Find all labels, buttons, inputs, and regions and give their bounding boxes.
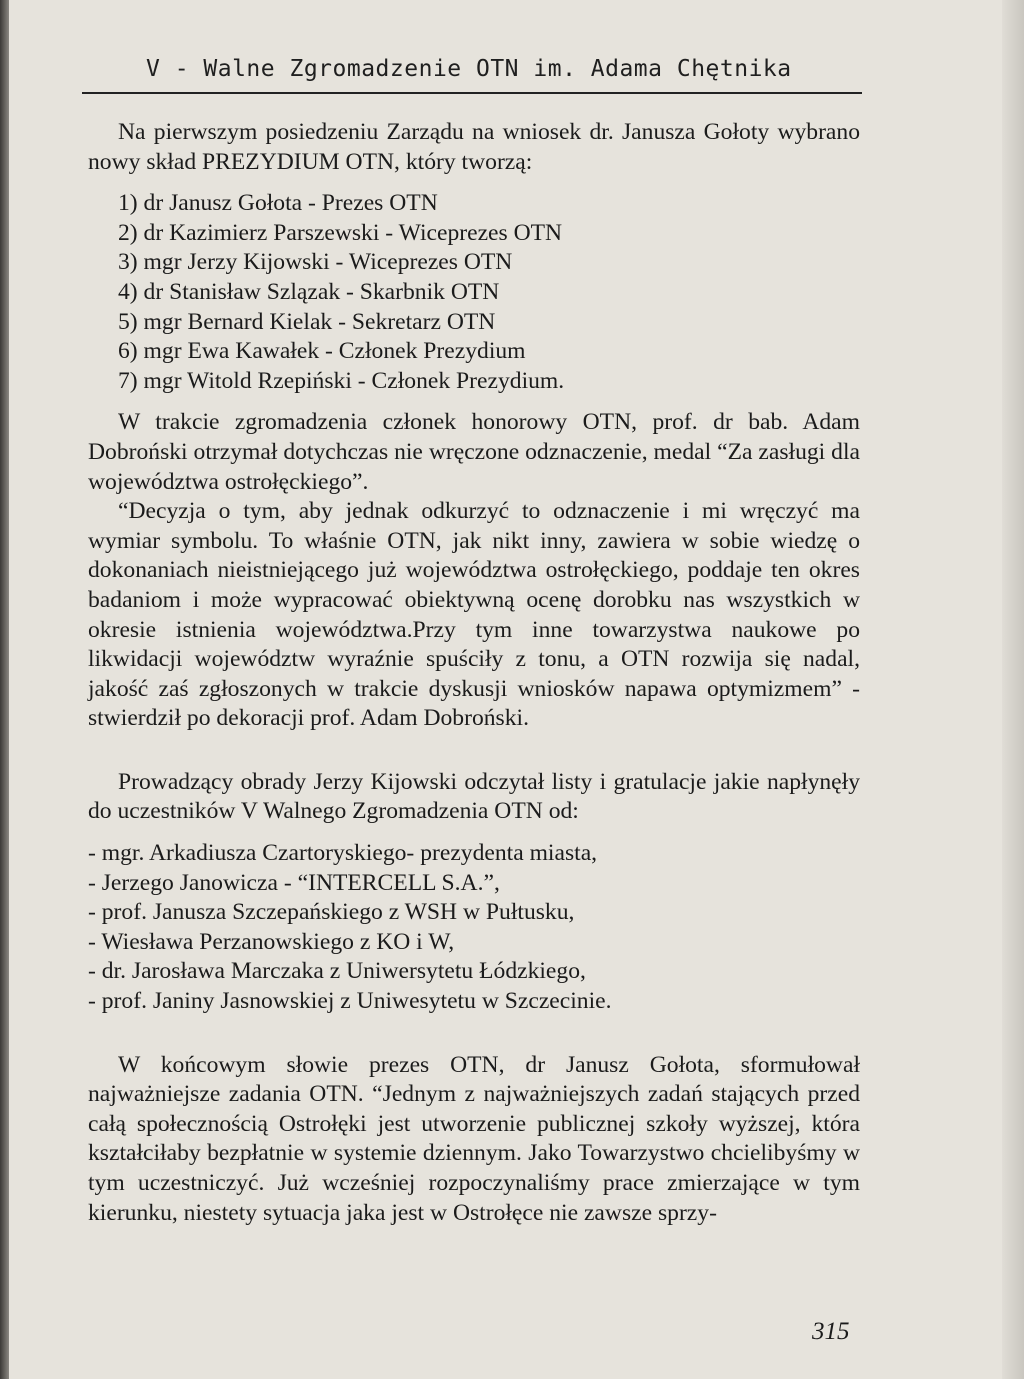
sender-item: - Jerzego Janowicza - “INTERCELL S.A.”, [88, 869, 500, 896]
sender-item: - prof. Janiny Jasnowskiej z Uniwesytetu w Szczecinie. [88, 988, 612, 1015]
paragraph-intro: Na pierwszym posiedzeniu Zarządu na wniosek dr. Janusza Gołoty wybrano nowy skład PREZYDIUM OTN, który tworzą: [88, 119, 860, 175]
spacer [88, 177, 860, 189]
page-number: 315 [812, 1318, 850, 1345]
paragraph-final: W końcowym słowie prezes OTN, dr Janusz Gołota, sformułował najważniejsze zadania OTN. “Jednym z najważniejszych zadań stających przed całą społecznością Ostrołęki jest utworzenie publicznej szkoły wyższej, która kształciłaby bezpłatnie w systemie dziennym. Jako Towarzystwo chcielibyśmy w tym uczestniczyć. Już wcześniej rozpoczynaliśmy prace zmierzające w tym kierunku, niestety sytuacja jaka jest w Ostrołęce nie zawsze sprzy- [88, 1051, 860, 1226]
sender-item: - mgr. Arkadiusza Czartoryskiego- prezydenta miasta, [88, 840, 598, 867]
paragraph-medal: W trakcie zgromadzenia członek honorowy OTN, prof. dr bab. Adam Dobroński otrzymał dotychczas nie wręczone odznaczenie, medal “Za zasługi dla województwa ostrołęckiego”. [88, 409, 860, 495]
spacer [88, 827, 860, 839]
spacer [88, 734, 860, 768]
sender-item: - prof. Janusza Szczepańskiego z WSH w Pułtusku, [88, 899, 575, 926]
spacer [88, 1017, 860, 1051]
book-spine-shadow [0, 0, 9, 1379]
presidium-item: 4) dr Stanisław Szlązak - Skarbnik OTN [118, 278, 500, 305]
paragraph-letters: Prowadzący obrady Jerzy Kijowski odczytał listy i gratulacje jakie napłynęły do uczestników V Walnego Zgromadzenia OTN od: [88, 768, 860, 825]
article-body [88, 118, 860, 1228]
presidium-item: 3) mgr Jerzy Kijowski - Wiceprezes OTN [118, 249, 513, 276]
spacer [88, 396, 860, 408]
sender-item: - dr. Jarosława Marczaka z Uniwersytetu Łódzkiego, [88, 958, 586, 985]
sender-item: - Wiesława Perzanowskiego z KO i W, [88, 928, 455, 955]
running-header: V - Walne Zgromadzenie OTN im. Adama Chętnika [146, 56, 792, 82]
presidium-list [88, 189, 860, 396]
presidium-item: 1) dr Janusz Gołota - Prezes OTN [118, 190, 438, 217]
presidium-item: 7) mgr Witold Rzepiński - Członek Prezydium. [118, 367, 565, 394]
header-rule [82, 92, 862, 94]
page-edge [1002, 0, 1024, 1379]
paragraph-quote: “Decyzja o tym, aby jednak odkurzyć to odznaczenie i mi wręczyć ma wymiar symbolu. To właśnie OTN, jak nikt inny, zawiera w sobie wiedzę o dokonaniach nieistniejącego już województwa ostrołęckiego, poddaje ten okres badaniom i może wypracować obiektywną ocenę dorobku nas wszystkich w okresie istnienia województwa.Przy tym inne towarzystwa naukowe po likwidacji województw wyraźnie spuściły z tonu, a OTN rozwija się nadal, jakość zaś zgłoszonych w trakcie dyskusji wniosków napawa optymizmem” - stwierdził po dekoracji prof. Adam Dobroński. [88, 498, 860, 732]
presidium-item: 5) mgr Bernard Kielak - Sekretarz OTN [118, 308, 496, 335]
presidium-item: 6) mgr Ewa Kawałek - Członek Prezydium [118, 338, 526, 365]
senders-list [88, 839, 860, 1017]
presidium-item: 2) dr Kazimierz Parszewski - Wiceprezes OTN [118, 219, 563, 246]
